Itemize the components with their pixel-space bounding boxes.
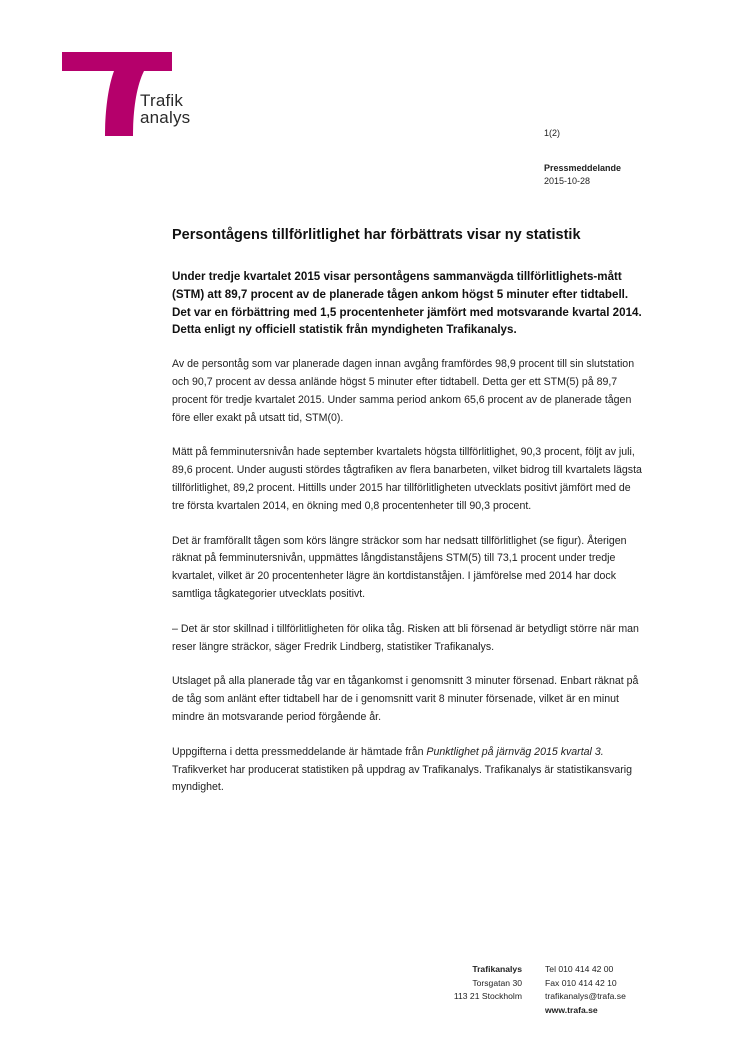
article-body <box>172 268 642 814</box>
source-paragraph <box>172 744 642 797</box>
source-publication-title: Punktlighet på järnväg 2015 kvartal 3. <box>426 745 604 758</box>
source-text-after: Trafikverket har producerat statistiken på uppdrag av Trafikanalys. Trafikanalys är statistikansvarig myndighet. <box>172 763 633 794</box>
trafikanalys-logo <box>62 52 202 140</box>
document-date: 2015-10-28 <box>544 176 591 186</box>
footer-org: Trafikanalys <box>472 964 522 974</box>
footer-fax: Fax 010 414 42 10 <box>545 977 617 988</box>
lead-paragraph: Under tredje kvartalet 2015 visar persontågens sammanvägda tillförlitlighets-mått (STM) att 89,7 procent av de planerade tågen ankom högst 5 minuter efter tidtabell. Det var en förbättring med 1,5 procentenheter jämfört med motsvarande kvartal 2014. Detta enligt ny officiell statistik från myndigheten Trafikanalys. <box>172 270 642 337</box>
quote-paragraph: – Det är stor skillnad i tillförlitligheten för olika tåg. Risken att bli försenad är betydligt större när man reser längre sträckor, säger Fredrik Lindberg, statistiker Trafikanalys. <box>172 622 639 653</box>
document-type: Pressmeddelande <box>544 163 622 173</box>
footer-contact <box>545 963 626 1017</box>
body-paragraph: Av de persontåg som var planerade dagen innan avgång framfördes 98,9 procent till sin slutstation och 90,7 procent av dessa anlände högst 5 minuter efter tidtabell. Detta ger ett STM(5) på 89,7 procent för tredje kvartalet 2015. Under samma period ankom 65,6 procent av de planerade tågen före eller exakt på utsatt tid, STM(0). <box>172 358 635 424</box>
body-paragraph: Mätt på femminutersnivån hade september kvartalets högsta tillförlitlighet, 90,3 procent, följt av juli, 89,6 procent. Under augusti stördes tågtrafiken av flera banarbeten, vilket bidrog till kvartalets lägsta tillförlitlighet, 89,2 procent. Hittills under 2015 har tillförlitligheten utvecklats positivt jämfört med de tre första kvartalen 2014, en ökning med 0,8 procentenheter till 90,3 procent. <box>172 446 642 512</box>
logo-wordmark <box>140 92 190 126</box>
logo-line-2: analys <box>140 108 191 127</box>
body-paragraph: Det är framförallt tågen som körs längre sträckor som har nedsatt tillförlitlighet (se figur). Återigen räknat på femminutersnivån, uppmättes långdistanståjens STM(5) till 73,1 procent under tredje kvartalet, vilket är 20 procentenheter lägre än kortdistanståjen. I jämförelse med 2014 har dock samtliga tågkategorier utvecklats positivt. <box>172 534 627 600</box>
page-number: 1(2) <box>544 128 561 138</box>
footer-address <box>454 963 522 1004</box>
footer-email[interactable]: trafikanalys@trafa.se <box>545 991 626 1002</box>
headline: Persontågens tillförlitlighet har förbättrats visar ny statistik <box>172 227 581 243</box>
footer-postal: 113 21 Stockholm <box>453 991 522 1002</box>
logo-line-1: Trafik <box>140 91 184 110</box>
footer-tel: Tel 010 414 42 00 <box>545 964 614 974</box>
body-paragraph: Utslaget på alla planerade tåg var en tågankomst i genomsnitt 3 minuter försenad. Enbart räknat på de tåg som anlänt efter tidtabell har de i genomsnitt varit 8 minuter försenade, vilket är en minut mindre än motsvarande period förgående år. <box>172 675 639 723</box>
footer-street: Torsgatan 30 <box>472 977 522 988</box>
footer-website-link[interactable]: www.trafa.se <box>545 1004 598 1015</box>
source-text-before: Uppgifterna i detta pressmeddelande är hämtade från <box>172 745 427 758</box>
